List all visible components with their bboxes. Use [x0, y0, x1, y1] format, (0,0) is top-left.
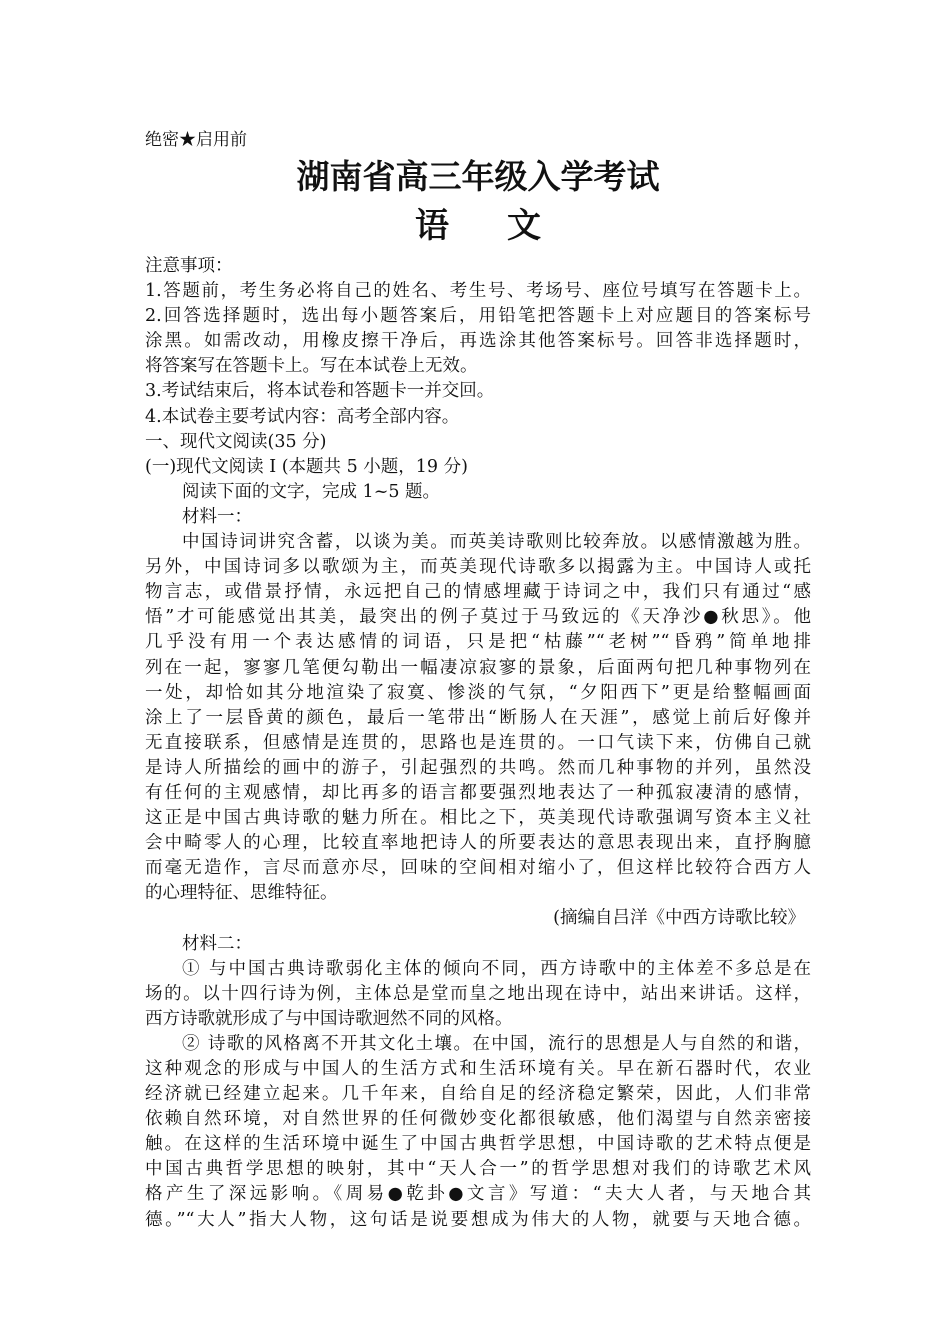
subject-char-1: 语: [415, 206, 449, 246]
material-1-line: 悟”才可能感觉出其美，最突出的例子莫过于马致远的《天净沙●秋思》。他: [145, 607, 811, 628]
material-1-line: 会中畸零人的心理，比较直率地把诗人的所要表达的意思表现出来，直抒胸臆: [145, 833, 811, 854]
exam-page: [145, 128, 811, 1233]
material-1-line: 是诗人所描绘的画中的游子，引起强烈的共鸣。然而几种事物的并列，虽然没: [145, 757, 811, 778]
material-2-para-2-line: 格产生了深远影响。《周易●乾卦●文言》写道：“夫大人者，与天地合其: [145, 1184, 811, 1205]
confidential-mark: 绝密★启用前: [145, 130, 247, 150]
material-1-line: 几乎没有用一个表达感情的词语，只是把“枯藤”“老树”“昏鸦”简单地排: [145, 632, 811, 653]
section-heading: 一、现代文阅读(35 分): [145, 431, 327, 452]
material-2-para-2-line: 依赖自然环境，对自然世界的任何微妙变化都很敏感，他们渴望与自然亲密接: [145, 1109, 811, 1130]
material-2-para-1-line: ① 与中国古典诗歌弱化主体的倾向不同，西方诗歌中的主体差不多总是在: [182, 958, 811, 979]
material-1-line: 无直接联系，但感情是连贯的，思路也是连贯的。一口气读下来，仿佛自己就: [145, 732, 811, 753]
material-1-line: 中国诗词讲究含蓄，以谈为美。而英美诗歌则比较奔放。以感情激越为胜。: [182, 532, 811, 553]
material-2-label: 材料二：: [182, 933, 252, 954]
material-1-source: (摘编自吕洋《中西方诗歌比较》: [553, 908, 805, 929]
section-sub-heading: (一)现代文阅读 I (本题共 5 小题，19 分): [145, 456, 468, 477]
material-2-para-2-line: 德。”“大人”指大人物，这句话是说要想成为伟大的人物，就要与天地合德。: [145, 1209, 811, 1230]
notice-item-1: 1.答题前，考生务必将自己的姓名、考生号、考场号、座位号填写在答题卡上。: [145, 281, 811, 302]
notice-item-2-line-3: 将答案写在答题卡上。写在本试卷上无效。: [145, 356, 478, 377]
material-2-para-1-line: 场的。以十四行诗为例，主体总是堂而皇之地出现在诗中，站出来讲话。这样，: [145, 983, 811, 1004]
notice-heading: 注意事项：: [145, 256, 233, 276]
material-1-line: 的心理特征、思维特征。: [145, 883, 338, 904]
material-1-line: 列在一起，寥寥几笔便勾勒出一幅凄凉寂寥的景象，后面两句把几种事物列在: [145, 657, 811, 678]
subject-title: [145, 200, 811, 252]
material-1-line: 涂上了一层昏黄的颜色，最后一笔带出“断肠人在天涯”，感觉上前后好像并: [145, 707, 811, 728]
material-1-line: 有任何的主观感情，却比再多的语言都要强烈地表达了一种孤寂凄清的感情，: [145, 782, 811, 803]
material-2-para-2-line: 这种观念的形成与中国人的生活方式和生活环境有关。早在新石器时代，农业: [145, 1059, 811, 1079]
material-2-para-2-line: 经济就已经建立起来。几千年来，自给自足的经济稳定繁荣，因此，人们非常: [145, 1084, 811, 1105]
material-2-para-2-line: ② 诗歌的风格离不开其文化土壤。在中国，流行的思想是人与自然的和谐，: [182, 1033, 811, 1054]
subject-char-2: 文: [507, 206, 541, 246]
notice-item-2-line-2: 涂黑。如需改动，用橡皮擦干净后，再选涂其他答案标号。回答非选择题时，: [145, 331, 811, 352]
material-1-line: 而毫无造作，言尽而意亦尽，回味的空间相对缩小了，但这样比较符合西方人: [145, 858, 811, 879]
material-2-para-1-line: 西方诗歌就形成了与中国诗歌迥然不同的风格。: [145, 1008, 513, 1029]
notice-item-2-line-1: 2.回答选择题时，选出每小题答案后，用铅笔把答题卡上对应题目的答案标号: [145, 306, 811, 327]
material-1-line: 一处，却恰如其分地渲染了寂寞、惨淡的气氛，“夕阳西下”更是给整幅画面: [145, 682, 811, 703]
notice-item-3: 3.考试结束后，将本试卷和答题卡一并交回。: [145, 381, 495, 402]
material-2-para-2-line: 中国古典哲学思想的映射，其中“天人合一”的哲学思想对我们的诗歌艺术风: [145, 1159, 811, 1180]
material-1-line: 这正是中国古典诗歌的魅力所在。相比之下，英美现代诗歌强调写资本主义社: [145, 808, 811, 829]
material-1-line: 另外，中国诗词多以歌颂为主，而英美现代诗歌多以揭露为主。中国诗人或托: [145, 557, 811, 578]
material-1-line: 物言志，或借景抒情，永远把自己的情感埋藏于诗词之中，我们只有通过“感: [145, 582, 811, 603]
material-1-label: 材料一：: [182, 506, 252, 527]
reading-instruction: 阅读下面的文字，完成 1~5 题。: [182, 481, 441, 502]
notice-item-4: 4.本试卷主要考试内容：高考全部内容。: [145, 406, 460, 427]
exam-title: 湖南省高三年级入学考试: [296, 157, 660, 196]
material-2-para-2-line: 触。在这样的生活环境中诞生了中国古典哲学思想，中国诗歌的艺术特点便是: [145, 1134, 811, 1155]
